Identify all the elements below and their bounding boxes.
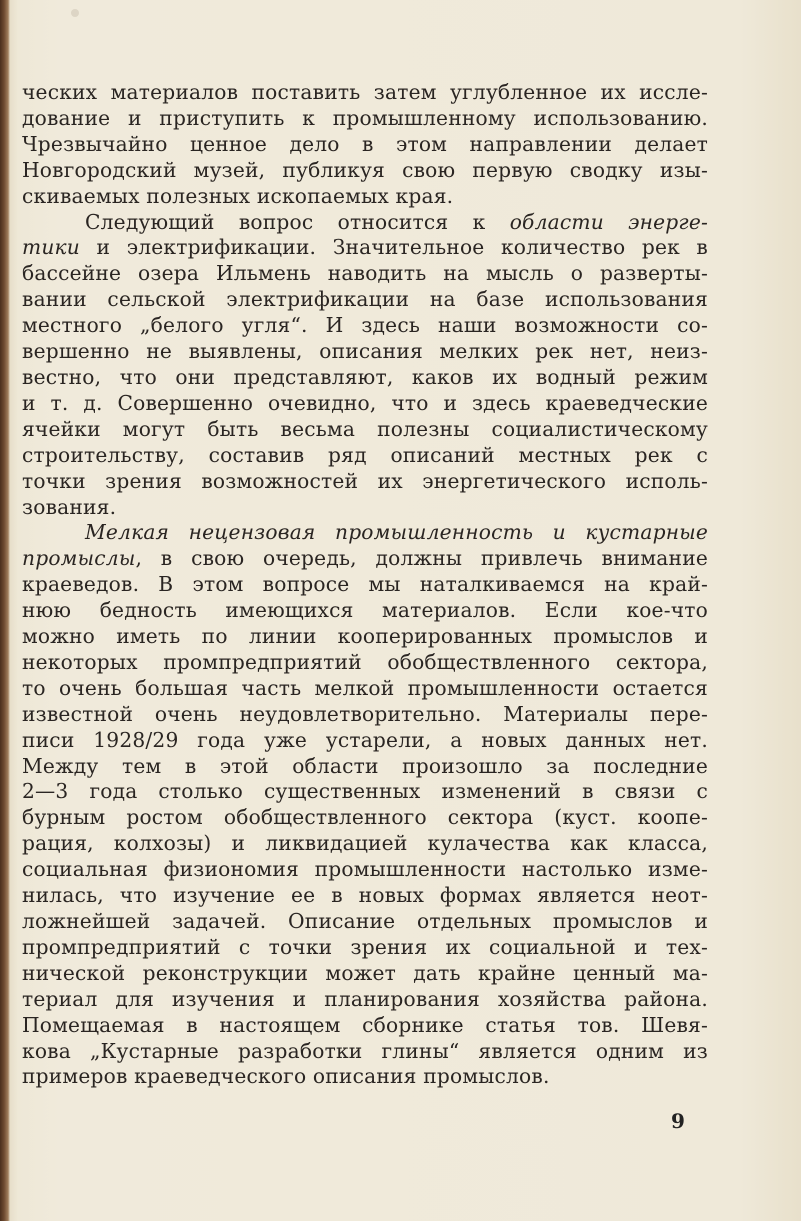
italic-term: промыслы xyxy=(22,546,136,571)
text-line: дование и приступить к промышленному использованию. xyxy=(22,105,708,130)
text-line: бурным ростом обобществленного сектора (куст. коопе- xyxy=(22,805,708,830)
text-line: нюю бедность имеющихся материалов. Если кое-что xyxy=(22,598,708,623)
text-line: краеведов. В этом вопросе мы наталкиваемся на край- xyxy=(22,572,708,597)
text-line: кова „Кустарные разработки глины“ является одним из xyxy=(22,1038,708,1063)
text-line: ческих материалов поставить затем углубленное их иссле- xyxy=(22,80,708,104)
plain-text: , в свою очередь, должны привлечь внимание xyxy=(135,546,708,571)
text-line: можно иметь по линии кооперированных промыслов и xyxy=(22,624,708,649)
paper-speck xyxy=(71,9,79,17)
text-line: Чрезвычайно ценное дело в этом направлении делает xyxy=(22,131,708,156)
paragraph-3 xyxy=(22,520,708,1090)
text-line: некоторых промпредприятий обобществленного сектора, xyxy=(22,649,708,674)
text-line xyxy=(22,235,708,261)
text-line: вестно, что они представляют, каков их водный режим xyxy=(22,364,708,389)
text-line: социальная физиономия промышленности настолько изме- xyxy=(22,857,708,882)
text-line: териал для изучения и планирования хозяйства района. xyxy=(22,986,708,1011)
text-line: 2—3 года столько существенных изменений в связи с xyxy=(22,779,708,804)
text-line xyxy=(22,520,708,546)
italic-term: области энерге- xyxy=(509,209,708,234)
text-line: нилась, что изучение ее в новых формах является неот- xyxy=(22,883,708,908)
text-line: ложнейшей задачей. Описание отдельных промыслов и xyxy=(22,909,708,933)
text-line: зования. xyxy=(22,494,117,519)
text-line: то очень большая часть мелкой промышленности остается xyxy=(22,675,708,700)
text-line: скиваемых полезных ископаемых края. xyxy=(22,183,454,208)
text-line: местного „белого угля“. И здесь наши возможности со- xyxy=(22,313,708,338)
book-spine xyxy=(0,0,10,1221)
italic-term: Мелкая нецензовая промышленность и кустарные xyxy=(85,520,708,545)
text-line: рация, колхозы) и ликвидацией кулачества как класса, xyxy=(22,831,708,856)
text-line xyxy=(22,546,708,572)
text-line: Новгородский музей, публикуя свою первую сводку изы- xyxy=(22,157,708,182)
text-line xyxy=(22,210,708,236)
text-line: вершенно не выявлены, описания мелких рек нет, неиз- xyxy=(22,339,708,364)
text-line: ячейки могут быть весьма полезны социалистическому xyxy=(22,416,708,441)
text-line: строительству, составив ряд описаний местных рек с xyxy=(22,442,708,467)
paragraph-1 xyxy=(22,80,708,210)
plain-text: Следующий вопрос относится к xyxy=(85,209,486,234)
text-line: Между тем в этой области произошло за последние xyxy=(22,753,708,778)
text-line: точки зрения возможностей их энергетического исполь- xyxy=(22,468,708,493)
italic-term: тики xyxy=(22,235,81,260)
text-line: нической реконструкции может дать крайне ценный ма- xyxy=(22,960,708,985)
paragraph-2 xyxy=(22,210,708,521)
plain-text: и электрификации. Значительное количество рек в xyxy=(80,235,708,260)
page-number: 9 xyxy=(671,1109,685,1133)
text-line: примеров краеведческого описания промыслов. xyxy=(22,1064,550,1089)
text-line: известной очень неудовлетворительно. Материалы пере- xyxy=(22,701,708,726)
text-line: промпредприятий с точки зрения их социальной и тех- xyxy=(22,934,708,959)
text-line: Помещаемая в настоящем сборнике статья тов. Шевя- xyxy=(22,1012,708,1037)
main-text xyxy=(22,80,708,1090)
text-line: вании сельской электрификации на базе использования xyxy=(22,287,708,312)
text-line: бассейне озера Ильмень наводить на мысль о разверты- xyxy=(22,261,708,286)
text-line: и т. д. Совершенно очевидно, что и здесь краеведческие xyxy=(22,390,708,415)
text-line: писи 1928/29 года уже устарели, а новых данных нет. xyxy=(22,727,708,752)
